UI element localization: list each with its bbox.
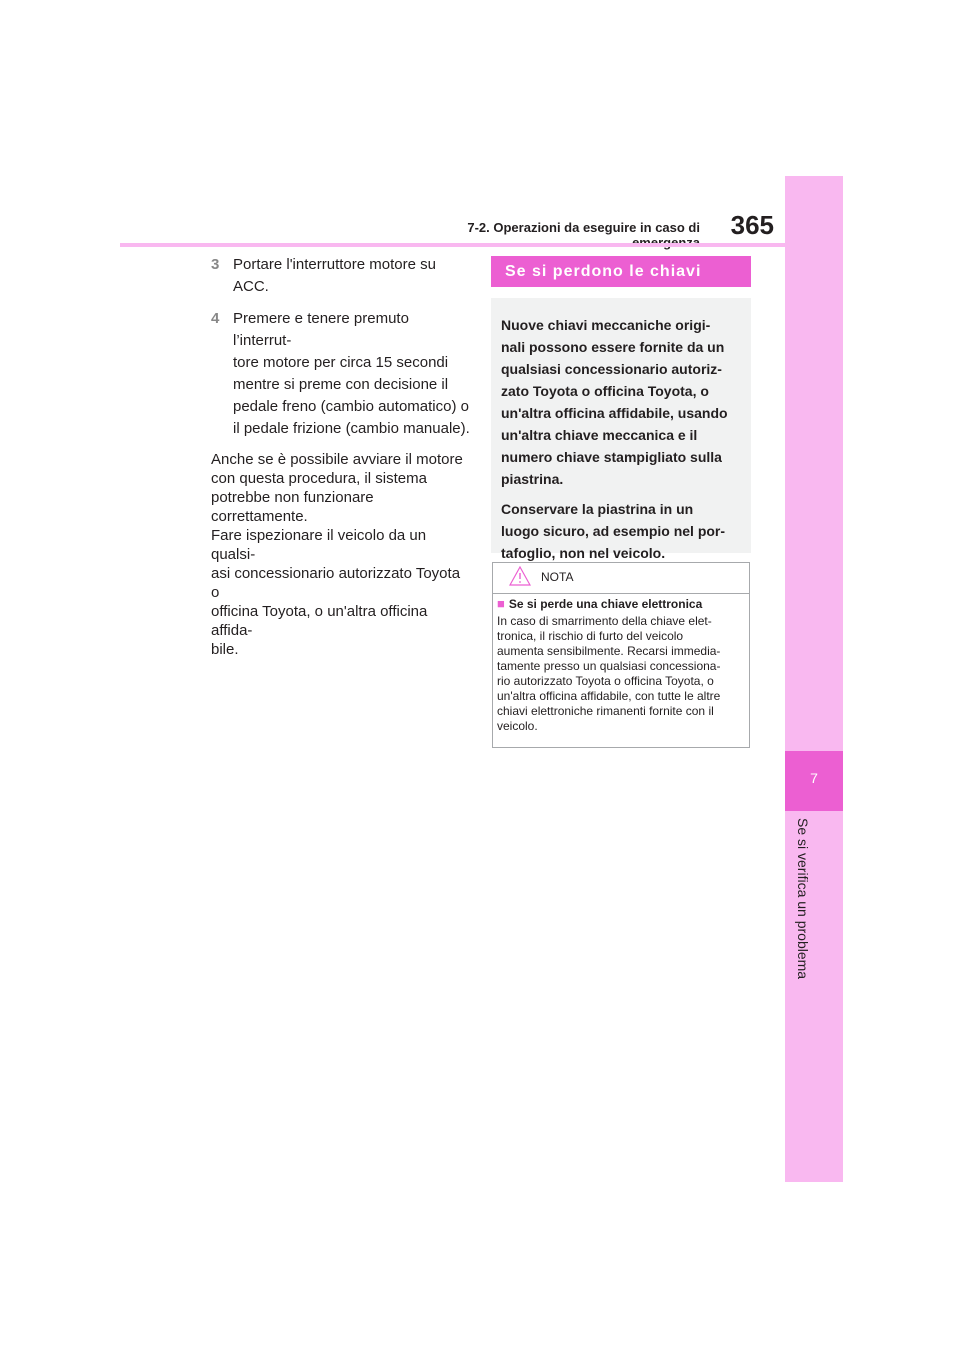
warning-triangle-icon xyxy=(509,566,531,586)
note-line: tronica, il rischio di furto del veicolo xyxy=(497,629,684,643)
note-subheading-text: Se si perde una chiave elettronica xyxy=(508,597,703,611)
section-title: 7-2. Operazioni da eseguire in caso di xyxy=(467,220,700,235)
note-line: veicolo. xyxy=(497,719,538,733)
paragraph-line: officina Toyota, o un'altra officina affida- xyxy=(211,603,428,639)
step-line: Premere e tenere premuto l’interrut- xyxy=(233,310,409,349)
note-header xyxy=(493,563,749,594)
info-line: piastrina. xyxy=(501,471,564,487)
paragraph-line: Anche se è possibile avviare il motore xyxy=(211,451,463,468)
paragraph-line: bile. xyxy=(211,641,239,658)
step-line: mentre si preme con decisione il xyxy=(233,376,449,393)
info-line: un'altra chiave meccanica e il xyxy=(501,427,698,443)
info-line: zato Toyota o officina Toyota, o xyxy=(501,383,709,399)
note-label: NOTA xyxy=(541,570,574,584)
chapter-label: Se si verifica un problema xyxy=(795,818,811,980)
info-line: qualsiasi concessionario autoriz- xyxy=(501,361,722,377)
note-line: In caso di smarrimento della chiave elet- xyxy=(497,614,712,628)
chapter-number: 7 xyxy=(810,770,818,786)
step-line: il pedale frizione (cambio manuale). xyxy=(233,420,470,437)
info-line: Conservare la piastrina in un xyxy=(501,501,694,517)
step-number: 3 xyxy=(211,256,220,273)
step-line: tore motore per circa 15 secondi xyxy=(233,354,449,371)
header-divider xyxy=(120,243,785,247)
paragraph-line: asi concessionario autorizzato Toyota o xyxy=(211,565,461,601)
info-line: Nuove chiavi meccaniche origi- xyxy=(501,317,711,333)
note-body xyxy=(497,614,737,734)
info-line: numero chiave stampigliato sulla xyxy=(501,449,722,465)
info-line: tafoglio, non nel veicolo. xyxy=(501,545,666,561)
note-line: tamente presso un qualsiasi concessiona- xyxy=(497,659,721,673)
info-line: un'altra officina affidabile, usando xyxy=(501,405,728,421)
lost-keys-info-box xyxy=(491,298,751,561)
step-item xyxy=(211,254,471,298)
step-text xyxy=(233,254,436,298)
step-line: Portare l'interruttore motore su xyxy=(233,256,436,273)
left-column xyxy=(211,254,471,659)
lost-keys-heading: Se si perdono le chiavi xyxy=(491,256,751,287)
step-number: 4 xyxy=(211,310,220,327)
body-paragraph xyxy=(211,450,471,659)
paragraph-line: potrebbe non funzionare correttamente. xyxy=(211,489,374,525)
note-line: chiavi elettroniche rimanenti fornite con il xyxy=(497,704,714,718)
note-line: un'altra officina affidabile, con tutte le altre xyxy=(497,689,721,703)
info-paragraph xyxy=(501,314,741,490)
paragraph-line: con questa procedura, il sistema xyxy=(211,470,427,487)
note-line: aumenta sensibilmente. Recarsi immedia- xyxy=(497,644,721,658)
page-number: 365 xyxy=(730,210,774,240)
square-bullet-icon: ■ xyxy=(497,596,505,611)
note-line: rio autorizzato Toyota o officina Toyota, o xyxy=(497,674,714,688)
info-line: nali possono essere fornite da un xyxy=(501,339,725,355)
note-subheading xyxy=(497,596,702,611)
info-paragraph xyxy=(501,498,741,564)
paragraph-line: Fare ispezionare il veicolo da un qualsi- xyxy=(211,527,427,563)
step-text xyxy=(233,308,471,440)
step-line: ACC. xyxy=(233,278,269,295)
step-line: pedale freno (cambio automatico) o xyxy=(233,398,469,415)
note-box xyxy=(492,562,750,748)
info-line: luogo sicuro, ad esempio nel por- xyxy=(501,523,726,539)
step-item xyxy=(211,308,471,440)
